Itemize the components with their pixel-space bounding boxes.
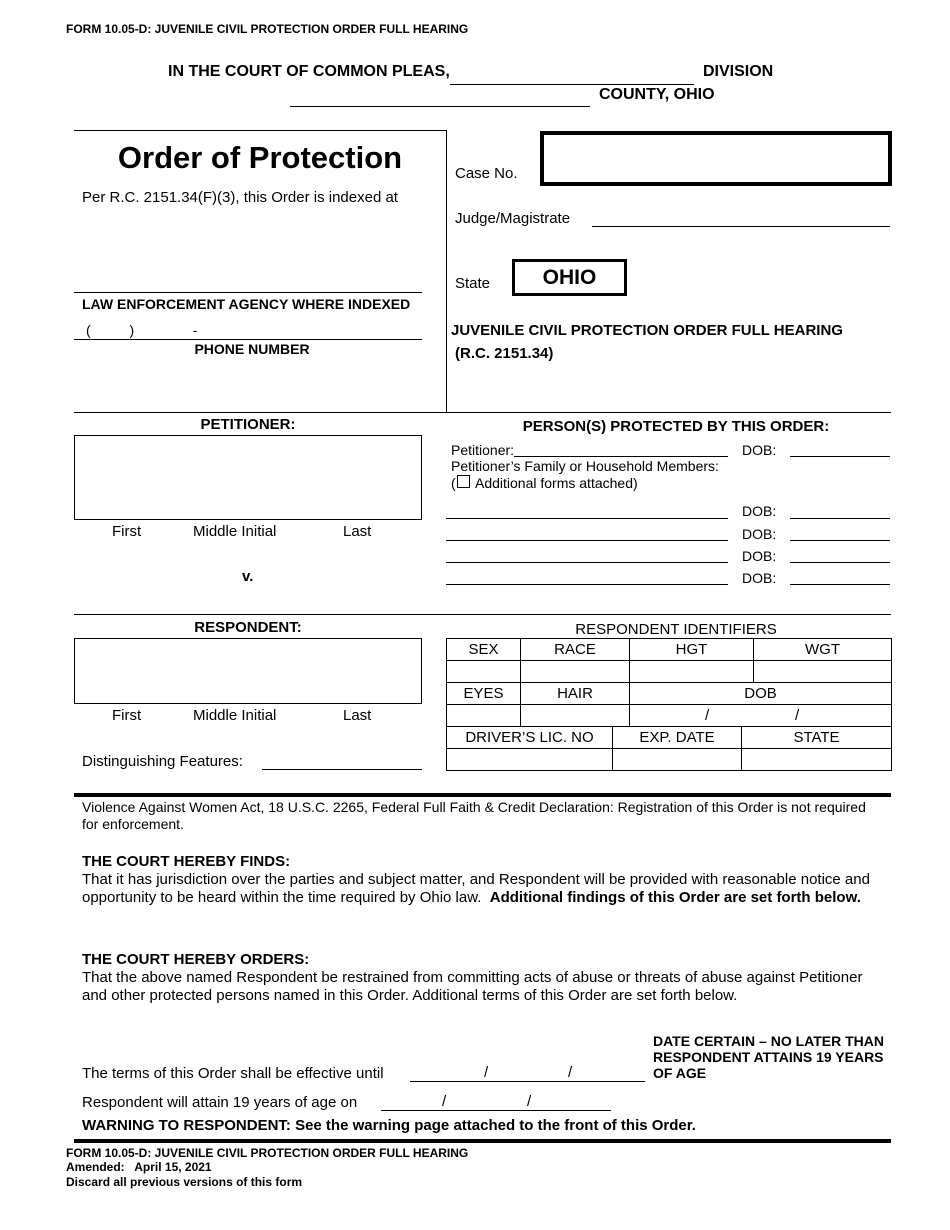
protected-heading: PERSON(S) PROTECTED BY THIS ORDER: <box>522 418 830 435</box>
phone-format: ( ) - <box>86 322 198 338</box>
judge-label: Judge/Magistrate <box>455 210 571 227</box>
race-header: RACE <box>521 639 630 661</box>
petitioner-first-label: First <box>112 523 142 540</box>
protected-petitioner-label: Petitioner: <box>451 442 515 458</box>
index-note: Per R.C. 2151.34(F)(3), this Order is indexed at <box>82 189 398 206</box>
member-3-field[interactable] <box>446 562 728 563</box>
effective-until-field[interactable] <box>410 1081 645 1082</box>
finds-heading: THE COURT HEREBY FINDS: <box>82 853 291 870</box>
orders-heading: THE COURT HEREBY ORDERS: <box>82 951 310 968</box>
race-cell[interactable] <box>521 661 630 683</box>
hgt-cell[interactable] <box>630 661 754 683</box>
finds-paragraph <box>82 871 882 907</box>
petitioner-heading: PETITIONER: <box>200 416 296 433</box>
phone-field[interactable] <box>74 339 422 340</box>
drivers-lic-cell[interactable] <box>447 749 613 771</box>
respondent-heading: RESPONDENT: <box>194 619 302 636</box>
attain-slash-2: / <box>527 1093 532 1110</box>
state-header: STATE <box>742 727 892 749</box>
state-cell[interactable] <box>742 749 892 771</box>
features-field[interactable] <box>262 769 422 770</box>
versus: v. <box>242 568 254 585</box>
protected-petitioner-dob-label: DOB: <box>742 442 777 458</box>
orders-text: That the above named Respondent be restrained from committing acts of abuse or threats of abuse against Petitioner and other protected persons named in this Order. Additional terms of this Order are set forth below. <box>82 969 863 1004</box>
dob-cell[interactable] <box>630 705 892 727</box>
thick-rule-bottom <box>74 1139 891 1143</box>
hgt-header: HGT <box>630 639 754 661</box>
respondent-last-label: Last <box>343 707 372 724</box>
member-4-dob-label: DOB: <box>742 570 777 586</box>
member-1-dob-label: DOB: <box>742 503 777 519</box>
footer-amended: Amended: April 15, 2021 <box>66 1160 212 1174</box>
identifiers-heading: RESPONDENT IDENTIFIERS <box>575 621 777 638</box>
member-2-field[interactable] <box>446 540 728 541</box>
judge-field[interactable] <box>592 226 890 227</box>
member-4-field[interactable] <box>446 584 728 585</box>
footer-form-title: FORM 10.05-D: JUVENILE CIVIL PROTECTION ORDER FULL HEARING <box>66 1146 469 1160</box>
effective-slash-1: / <box>484 1064 489 1081</box>
lower-rule <box>74 614 891 615</box>
order-type: JUVENILE CIVIL PROTECTION ORDER FULL HEARING <box>451 322 843 339</box>
respondent-first-label: First <box>112 707 142 724</box>
respondent-name-box[interactable] <box>74 638 422 704</box>
state-value: OHIO <box>512 259 627 296</box>
form-title-header: FORM 10.05-D: JUVENILE CIVIL PROTECTION ORDER FULL HEARING <box>66 22 469 36</box>
order-title: Order of Protection <box>117 140 403 175</box>
exp-date-cell[interactable] <box>613 749 742 771</box>
member-1-dob-field[interactable] <box>790 518 890 519</box>
date-certain-note: DATE CERTAIN – NO LATER THAN RESPONDENT ATTAINS 19 YEARS OF AGE <box>653 1033 884 1081</box>
attain-slash-1: / <box>442 1093 447 1110</box>
finds-text: That it has jurisdiction over the parties and subject matter, and Respondent will be provided with reasonable notice and opportunity to be heard within the time required by Ohio law. <box>82 871 870 906</box>
member-3-dob-label: DOB: <box>742 548 777 564</box>
hair-header: HAIR <box>521 683 630 705</box>
warning-text: WARNING TO RESPONDENT: See the warning page attached to the front of this Order. <box>82 1117 696 1134</box>
member-3-dob-field[interactable] <box>790 562 890 563</box>
protected-petitioner-dob-field[interactable] <box>790 456 890 457</box>
protected-petitioner-field[interactable] <box>514 456 728 457</box>
respondent-middle-label: Middle Initial <box>193 707 277 724</box>
member-1-field[interactable] <box>446 518 728 519</box>
additional-forms-label: Additional forms attached) <box>475 475 638 491</box>
eyes-header: EYES <box>447 683 521 705</box>
wgt-header: WGT <box>754 639 892 661</box>
effective-until-label: The terms of this Order shall be effective until <box>82 1065 384 1082</box>
dob-slash-2: / <box>795 707 800 724</box>
identifiers-table-2 <box>446 726 892 771</box>
identifiers-table-1 <box>446 638 892 727</box>
member-4-dob-field[interactable] <box>790 584 890 585</box>
wgt-cell[interactable] <box>754 661 892 683</box>
drivers-lic-header: DRIVER’S LIC. NO <box>447 727 613 749</box>
family-label: Petitioner’s Family or Household Members: <box>451 458 719 474</box>
phone-label: PHONE NUMBER <box>194 341 310 357</box>
dob-slash-1: / <box>705 707 710 724</box>
effective-slash-2: / <box>568 1064 573 1081</box>
county-field[interactable] <box>290 106 590 107</box>
attain-19-field[interactable] <box>381 1110 611 1111</box>
member-2-dob-label: DOB: <box>742 526 777 542</box>
case-label: Case No. <box>455 165 518 182</box>
member-2-dob-field[interactable] <box>790 540 890 541</box>
top-rule <box>74 130 446 131</box>
division-field[interactable] <box>450 84 694 85</box>
court-prefix: IN THE COURT OF COMMON PLEAS, <box>168 63 450 80</box>
vawa-declaration: Violence Against Women Act, 18 U.S.C. 2265, Federal Full Faith & Credit Declaration: Registration of this Order is not required for enforcement. <box>82 799 866 832</box>
division-label: DIVISION <box>703 63 774 80</box>
hair-cell[interactable] <box>521 705 630 727</box>
sex-header: SEX <box>447 639 521 661</box>
county-label: COUNTY, OHIO <box>599 86 715 103</box>
agency-field[interactable] <box>74 292 422 293</box>
middle-rule <box>74 412 891 413</box>
sex-cell[interactable] <box>447 661 521 683</box>
dob-header: DOB <box>630 683 892 705</box>
finds-bold: Additional findings of this Order are set forth below. <box>489 889 861 906</box>
open-paren: ( <box>451 475 456 491</box>
footer-discard: Discard all previous versions of this form <box>66 1175 303 1189</box>
petitioner-name-box[interactable] <box>74 435 422 520</box>
exp-date-header: EXP. DATE <box>613 727 742 749</box>
attain-19-label: Respondent will attain 19 years of age on <box>82 1094 358 1111</box>
petitioner-middle-label: Middle Initial <box>193 523 277 540</box>
case-number-field[interactable] <box>540 131 892 186</box>
thick-rule-top <box>74 793 891 797</box>
center-divider <box>446 130 447 412</box>
petitioner-last-label: Last <box>343 523 372 540</box>
additional-forms-checkbox[interactable] <box>457 475 470 488</box>
features-label: Distinguishing Features: <box>82 753 243 770</box>
statute: (R.C. 2151.34) <box>455 345 554 362</box>
state-label: State <box>455 275 491 292</box>
eyes-cell[interactable] <box>447 705 521 727</box>
agency-label: LAW ENFORCEMENT AGENCY WHERE INDEXED <box>82 296 411 312</box>
